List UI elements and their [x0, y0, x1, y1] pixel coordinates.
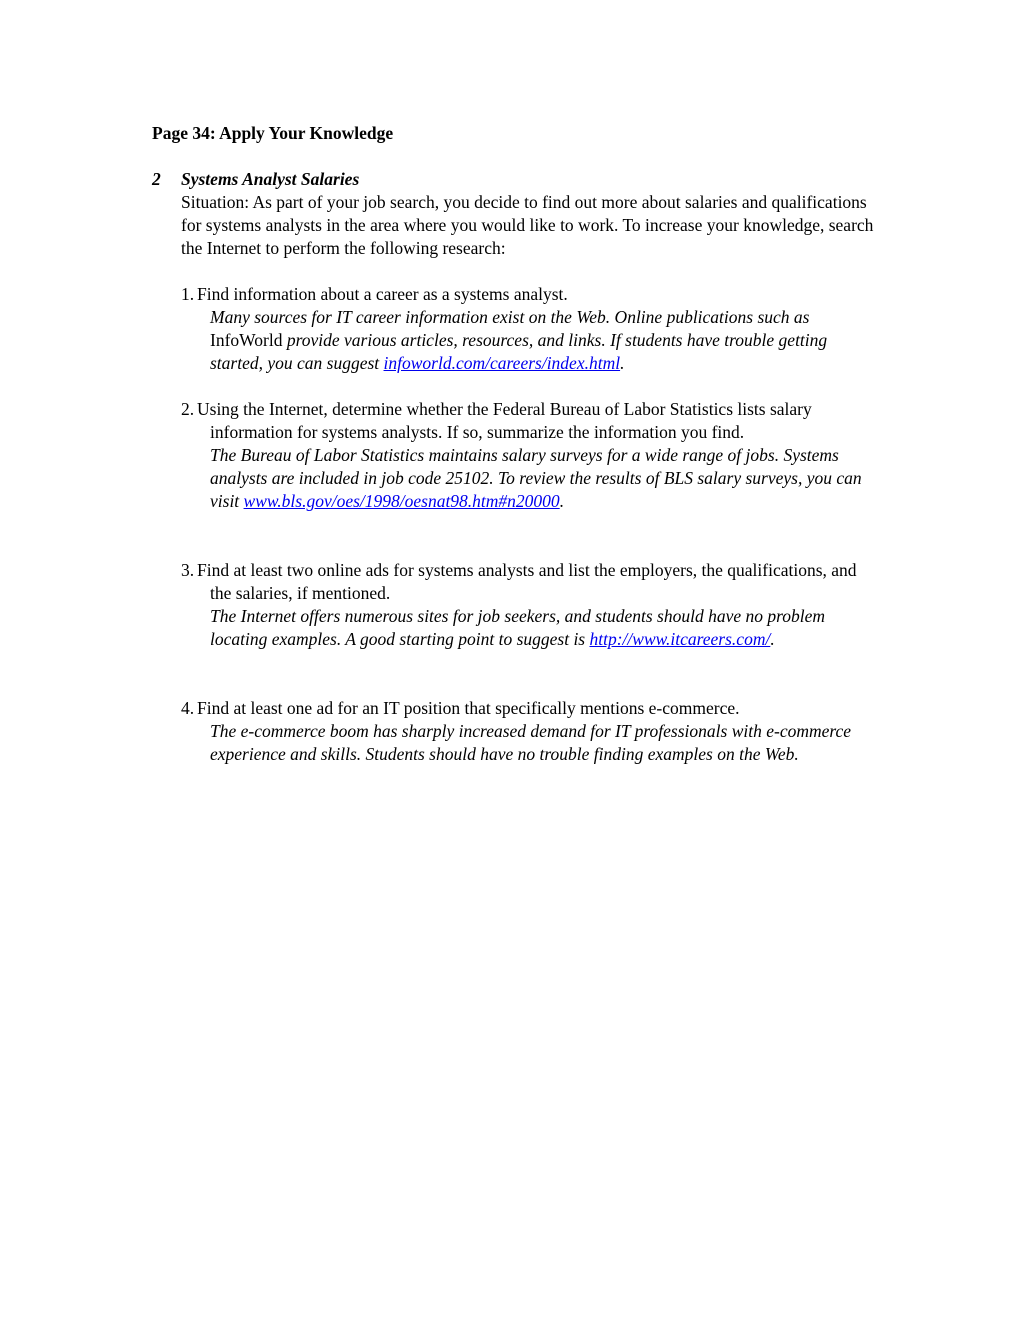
section-title	[152, 168, 359, 191]
publication-name: InfoWorld	[210, 330, 283, 350]
answer-text: The Internet offers numerous sites for job seekers, and students should have no problem locating examples. A good starting point to suggest is	[210, 606, 826, 649]
item-question	[181, 559, 871, 605]
item-question-text: Find information about a career as a systems analyst.	[197, 284, 568, 304]
answer-text: The e-commerce boom has sharply increased demand for IT professionals with e-commerce experience and skills. Students should have no trouble finding examples on the Web.	[210, 721, 852, 764]
itcareers-link[interactable]: http://www.itcareers.com/	[589, 629, 771, 649]
answer-text: The Bureau of Labor Statistics maintains salary surveys for a wide range of jobs. Systems analysts are included in job code 25102. To review the results of BLS salary surveys, you can visit	[210, 445, 862, 511]
answer-text: Many sources for IT career information exist on the Web. Online publications such as	[210, 307, 810, 327]
research-item-1	[181, 283, 871, 375]
item-question	[181, 283, 871, 306]
section-number: 2	[152, 169, 161, 189]
item-answer	[181, 605, 871, 651]
research-item-4	[181, 697, 871, 766]
answer-text-end: .	[620, 353, 625, 373]
item-number: 1.	[181, 284, 195, 304]
item-question-text: Find at least two online ads for systems analysts and list the employers, the qualifications, and the salaries, if mentioned.	[197, 560, 857, 603]
item-number: 2.	[181, 399, 195, 419]
page-heading: Page 34: Apply Your Knowledge	[152, 123, 394, 143]
item-number: 3.	[181, 560, 195, 580]
research-item-3	[181, 559, 871, 651]
answer-text-end: .	[770, 629, 775, 649]
item-question	[181, 697, 871, 720]
item-question-text: Using the Internet, determine whether the Federal Bureau of Labor Statistics lists salary information for systems analysts. If so, summarize the information you find.	[197, 399, 812, 442]
item-number: 4.	[181, 698, 195, 718]
item-answer	[181, 444, 871, 513]
infoworld-link[interactable]: infoworld.com/careers/index.html	[383, 353, 621, 373]
bls-link[interactable]: www.bls.gov/oes/1998/oesnat98.htm#n20000	[243, 491, 560, 511]
answer-text-end: .	[559, 491, 565, 511]
situation-paragraph: Situation: As part of your job search, you decide to find out more about salaries and qualifications for systems analysts in the area where you would like to work. To increase your knowledge, search the Internet to perform the following research:	[181, 192, 874, 258]
answer-text-cont: provide various articles, resources, and links. If students have trouble getting started, you can suggest	[210, 330, 828, 373]
item-answer	[181, 720, 871, 766]
research-item-2	[181, 398, 871, 513]
section-title-text: Systems Analyst Salaries	[181, 169, 360, 189]
item-question	[181, 398, 871, 444]
item-answer	[181, 306, 871, 375]
item-question-text: Find at least one ad for an IT position that specifically mentions e-commerce.	[197, 698, 740, 718]
